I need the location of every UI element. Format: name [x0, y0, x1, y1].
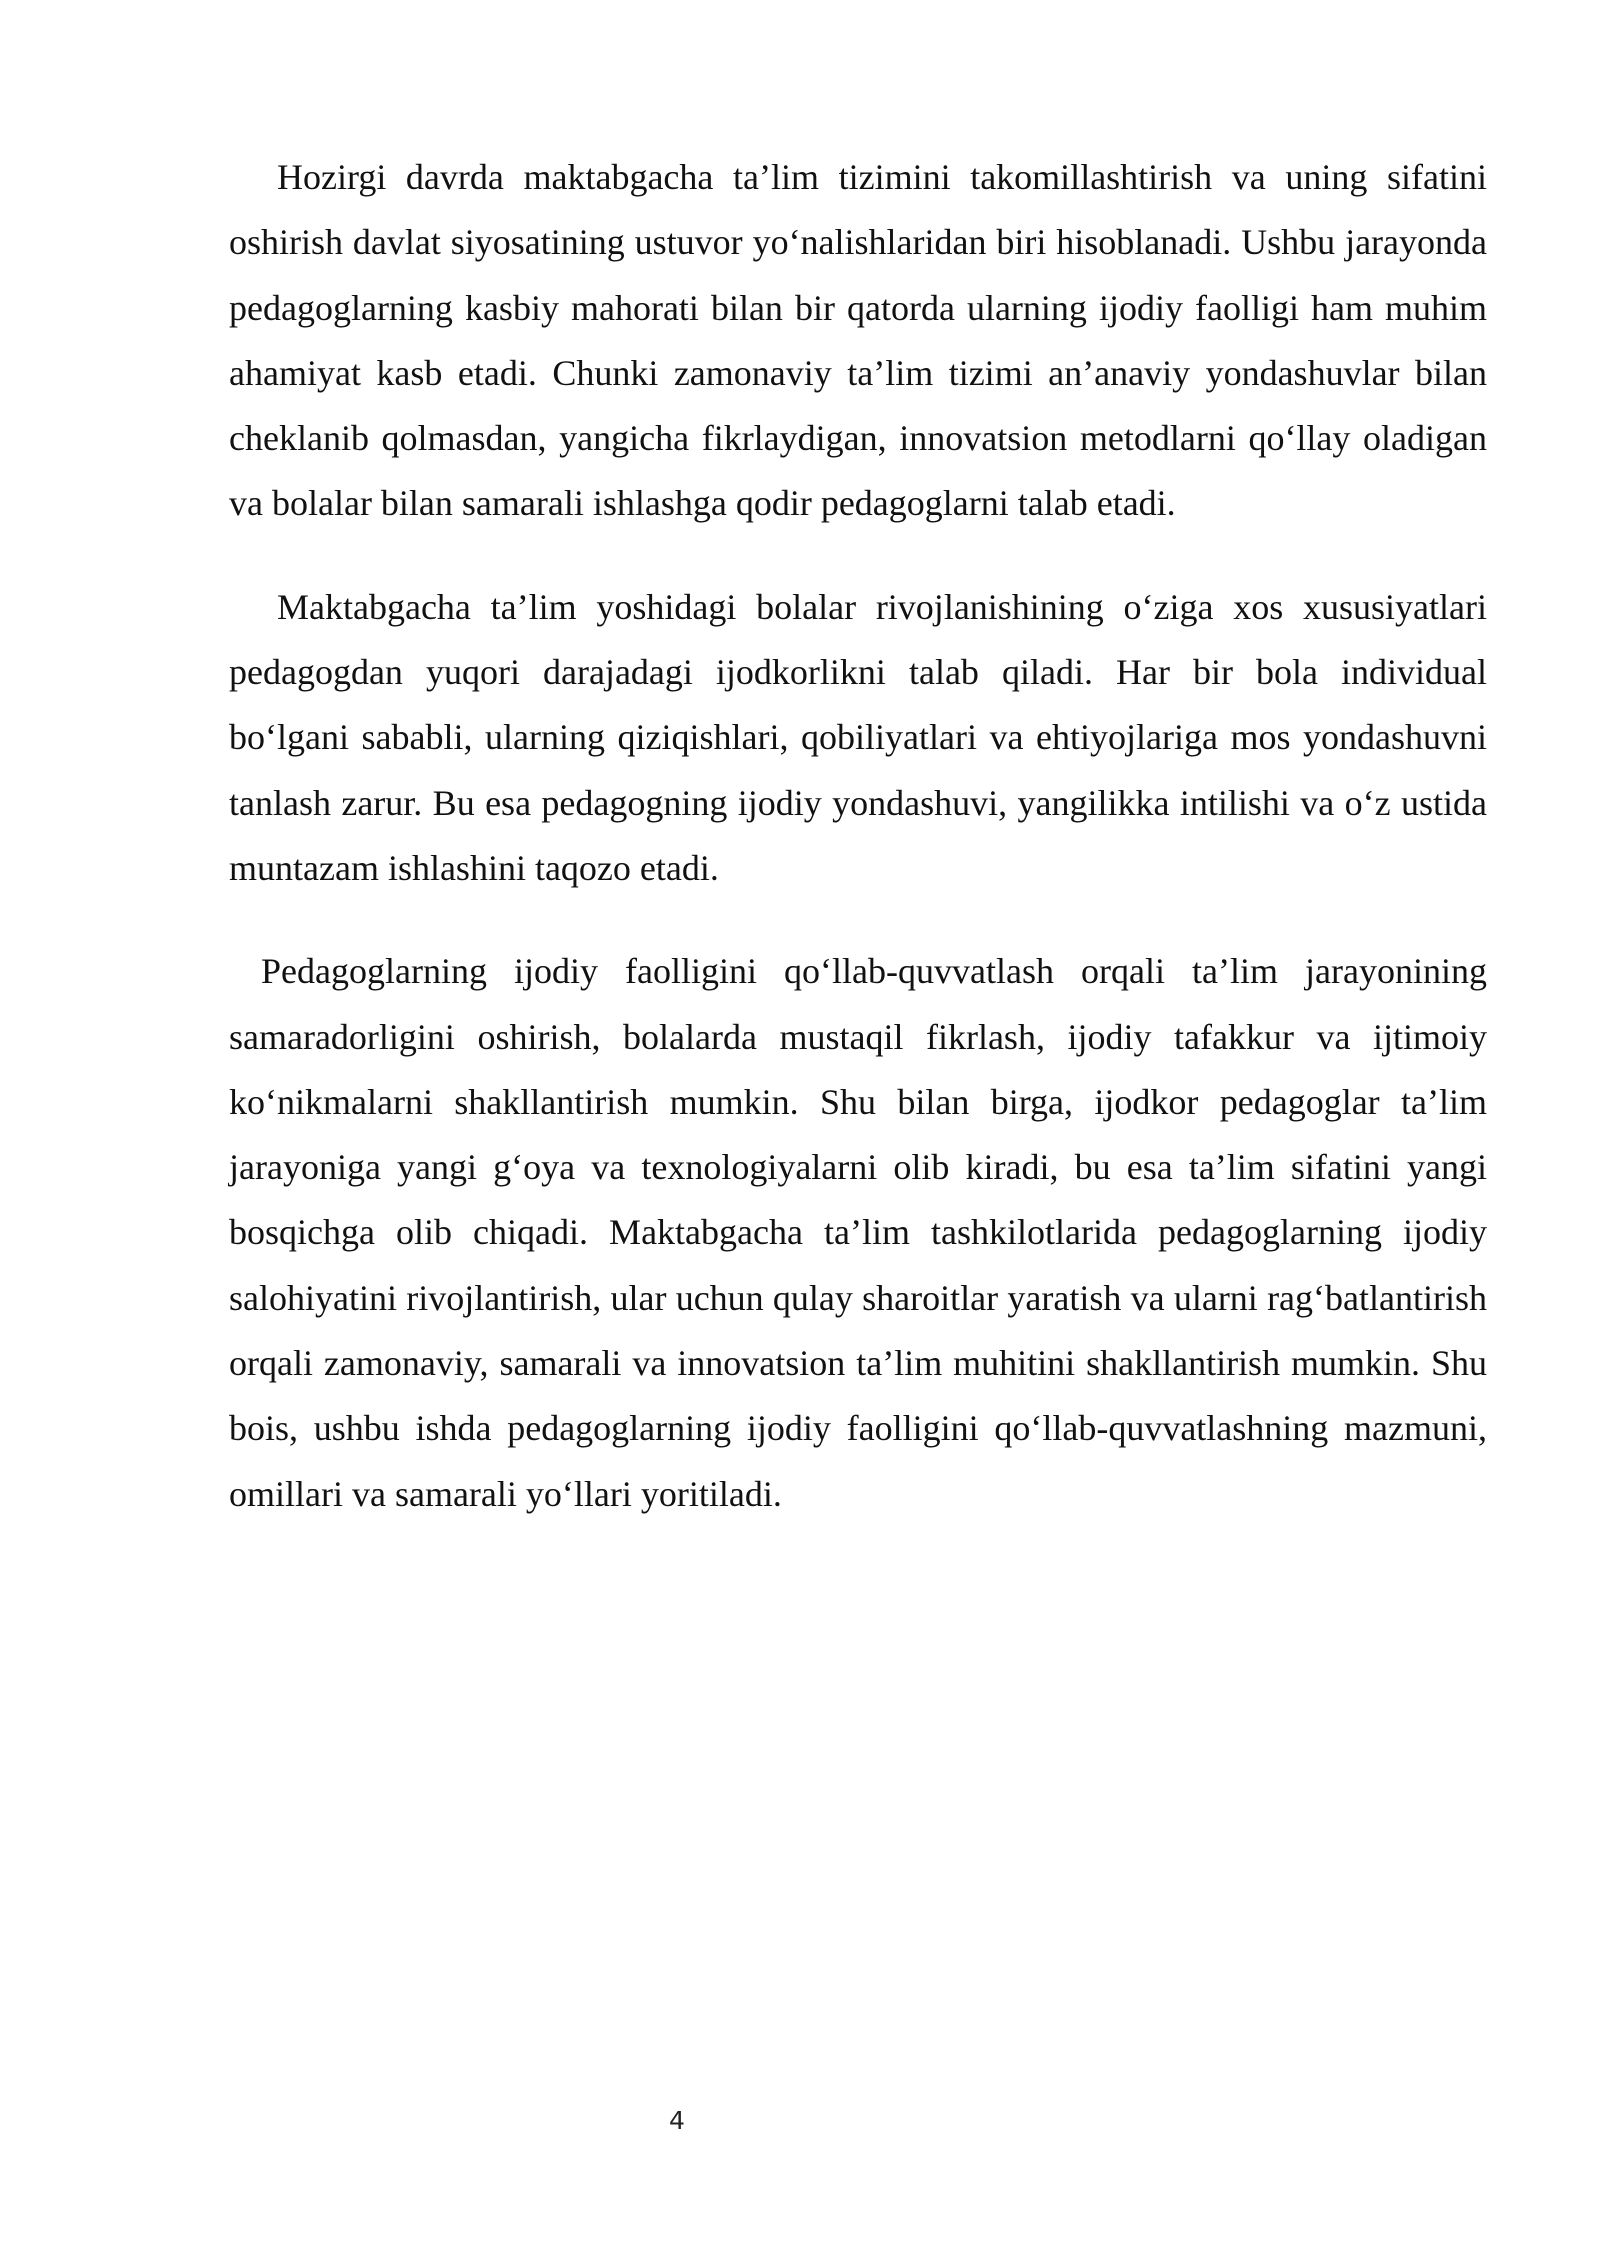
paragraph-3: Pedagoglarning ijodiy faolligini qo‘llab-quvvatlash orqali ta’lim jarayonining samaradorligini oshirish, bolalarda mustaqil fikrlash, ijodiy tafakkur va ijtimoiy ko‘nikmalarni shakllantirish mumkin. Shu bilan birga, ijodkor pedagoglar ta’lim jarayoniga yangi g‘oya va texnologiyalarni olib kiradi, bu esa ta’lim sifatini yangi bosqichga olib chiqadi. Maktabgacha ta’lim tashkilotlarida pedagoglarning ijodiy salohiyatini rivojlantirish, ular uchun qulay sharoitlar yaratish va ularni rag‘batlantirish orqali zamonaviy, samarali va innovatsion ta’lim muhitini shakllantirish mumkin. Shu bois, ushbu ishda pedagoglarning ijodiy faolligini qo‘llab-quvvatlashning mazmuni, omillari va samarali yo‘llari yoritiladi. [229, 951, 1487, 1514]
page-number: 4 [669, 2106, 685, 2135]
paragraph-2: Maktabgacha ta’lim yoshidagi bolalar rivojlanishining o‘ziga xos xususiyatlari pedagogdan yuqori darajadagi ijodkorlikni talab qiladi. Har bir bola individual bo‘lgani sababli, ularning qiziqishlari, qobiliyatlari va ehtiyojlariga mos yondashuvni tanlash zarur. Bu esa pedagogning ijodiy yondashuvi, yangilikka intilishi va o‘z ustida muntazam ishlashini taqozo etadi. [229, 586, 1487, 888]
paragraph-1: Hozirgi davrda maktabgacha ta’lim tizimini takomillashtirish va uning sifatini oshirish davlat siyosatining ustuvor yo‘nalishlaridan biri hisoblanadi. Ushbu jarayonda pedagoglarning kasbiy mahorati bilan bir qatorda ularning ijodiy faolligi ham muhim ahamiyat kasb etadi. Chunki zamonaviy ta’lim tizimi an’anaviy yondashuvlar bilan cheklanib qolmasdan, yangicha fikrlaydigan, innovatsion metodlarni qo‘llay oladigan va bolalar bilan samarali ishlashga qodir pedagoglarni talab etadi. [229, 157, 1487, 524]
document-body [229, 145, 1487, 1527]
